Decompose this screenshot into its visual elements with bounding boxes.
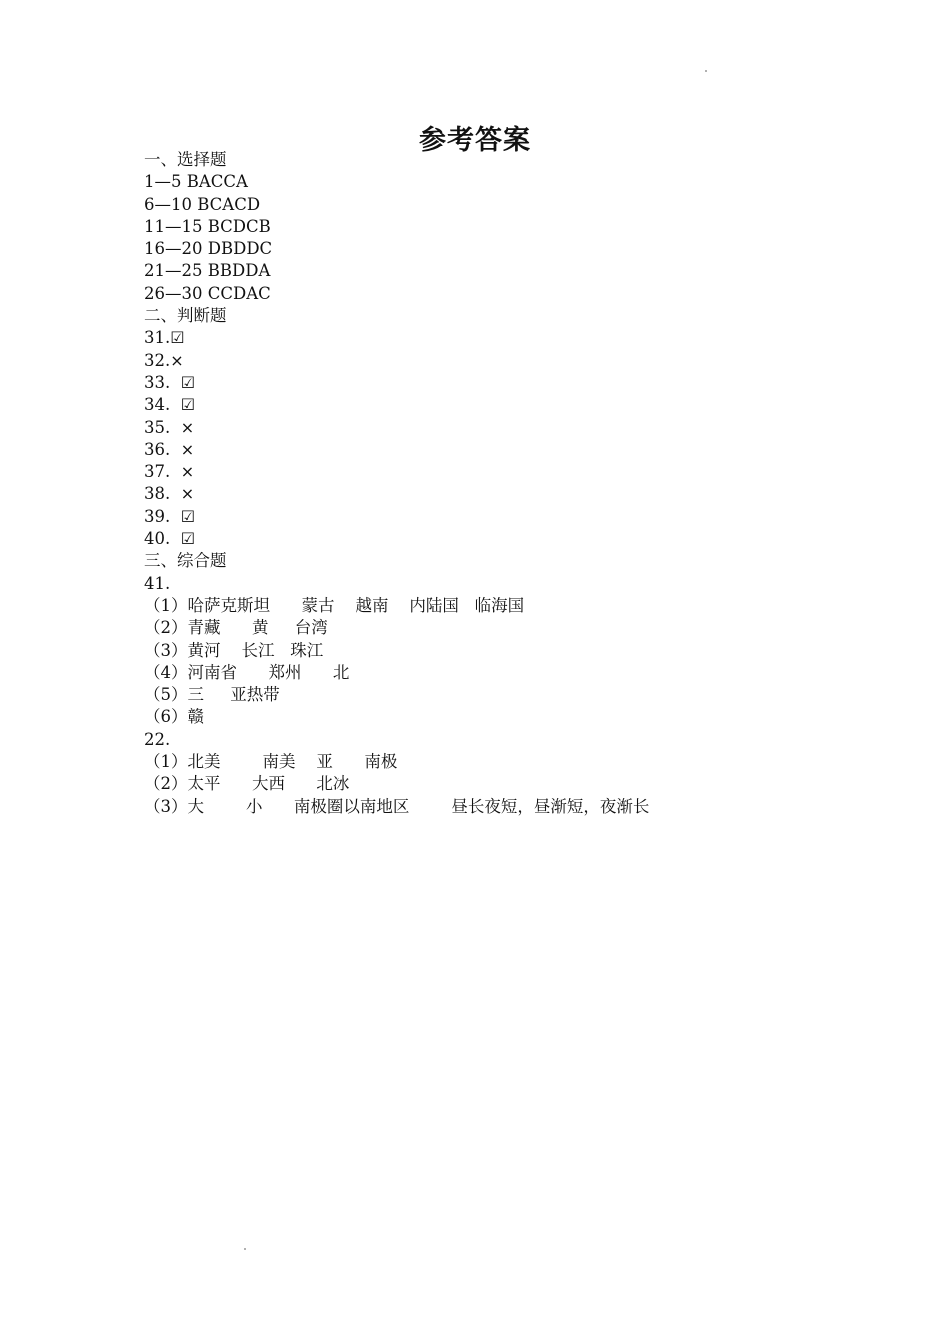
- check-mark-icon: ☑: [170, 328, 185, 348]
- judge-row: [144, 327, 904, 349]
- cross-mark-icon: ×: [170, 350, 184, 370]
- q22-answer-row: （3）大 小 南极圈以南地区 昼长夜短，昼渐短，夜渐长: [144, 796, 650, 816]
- judge-number: 37.: [144, 462, 171, 482]
- scan-dot: [705, 70, 707, 72]
- judge-row: [144, 417, 904, 439]
- judge-row: [144, 461, 904, 483]
- q22-answer-row: （1）北美 南美 亚 南极: [144, 752, 398, 772]
- choice-row: 26—30 CCDAC: [144, 283, 271, 303]
- judge-row: [144, 528, 904, 550]
- check-mark-icon: ☑: [180, 395, 196, 415]
- question-22-label: 22.: [144, 729, 171, 749]
- answer-body: [144, 149, 904, 818]
- q41-answer-row: （2）青藏 黄 台湾: [144, 618, 328, 638]
- q41-answer-row: （5）三 亚热带: [144, 685, 280, 705]
- judge-row: [144, 394, 904, 416]
- q41-answer-row: （1）哈萨克斯坦 蒙古 越南 内陆国 临海国: [144, 595, 525, 615]
- judge-number: 32.: [144, 350, 171, 370]
- cross-mark-icon: ×: [180, 462, 195, 482]
- check-mark-icon: ☑: [180, 529, 196, 549]
- judge-row: [144, 506, 904, 528]
- comprehensive-heading: 三、综合题: [144, 551, 227, 571]
- judge-number: 35.: [144, 417, 171, 437]
- question-41-label: 41.: [144, 573, 171, 593]
- q41-answer-row: （3）黄河 长江 珠江: [144, 640, 324, 660]
- judge-number: 38.: [144, 484, 171, 504]
- judge-number: 39.: [144, 506, 171, 526]
- judge-row: [144, 483, 904, 505]
- q22-answer-row: （2）太平 大西 北冰: [144, 774, 350, 794]
- q41-answer-row: （6）赣: [144, 707, 204, 727]
- judge-number: 31.: [144, 328, 171, 348]
- judge-number: 40.: [144, 529, 171, 549]
- judge-heading: 二、判断题: [144, 306, 227, 326]
- judge-number: 34.: [144, 395, 171, 415]
- judge-row: [144, 439, 904, 461]
- judge-number: 33.: [144, 372, 171, 392]
- choice-row: 1—5 BACCA: [144, 172, 248, 192]
- scan-dot: [244, 1248, 246, 1250]
- cross-mark-icon: ×: [180, 439, 195, 459]
- choice-row: 6—10 BCACD: [144, 194, 261, 214]
- choice-row: 11—15 BCDCB: [144, 216, 271, 236]
- judge-row: [144, 372, 904, 394]
- check-mark-icon: ☑: [180, 506, 196, 526]
- choice-heading: 一、选择题: [144, 150, 227, 169]
- cross-mark-icon: ×: [180, 417, 195, 437]
- choice-row: 16—20 DBDDC: [144, 239, 273, 259]
- cross-mark-icon: ×: [180, 484, 195, 504]
- q41-answer-row: （4）河南省 郑州 北: [144, 662, 350, 682]
- check-mark-icon: ☑: [180, 372, 196, 392]
- judge-row: [144, 350, 904, 372]
- judge-number: 36.: [144, 439, 171, 459]
- choice-row: 21—25 BBDDA: [144, 261, 271, 281]
- page-title: 参考答案: [419, 125, 531, 156]
